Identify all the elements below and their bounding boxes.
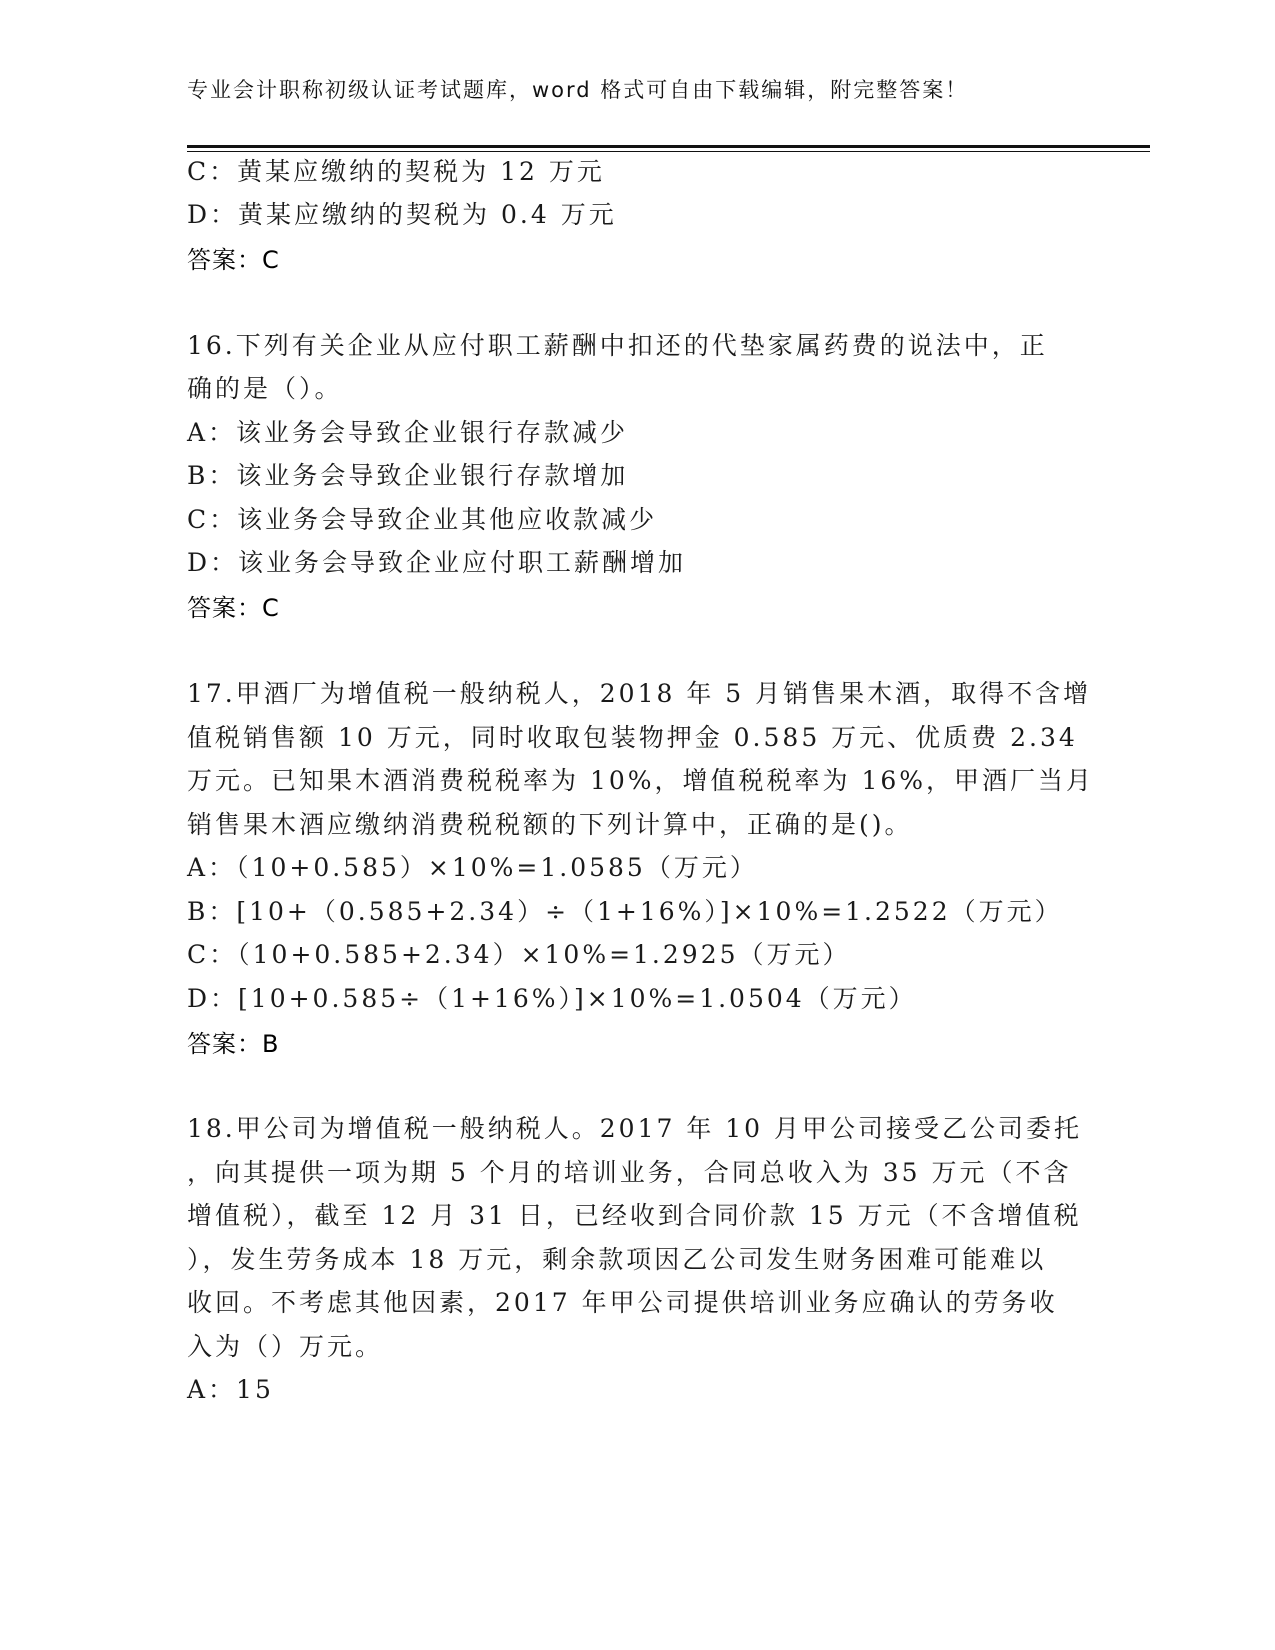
q17-stem-line-3: 万元。已知果木酒消费税税率为 10%，增值税税率为 16%，甲酒厂当月: [187, 766, 1095, 795]
q17-answer: 答案：B: [187, 1030, 280, 1058]
page-header: 专业会计职称初级认证考试题库，word 格式可自由下载编辑，附完整答案！: [187, 78, 969, 102]
q18-stem-line-1: 18.甲公司为增值税一般纳税人。2017 年 10 月甲公司接受乙公司委托: [187, 1114, 1083, 1143]
q15-answer: 答案：C: [187, 246, 280, 274]
header-divider: [187, 145, 1150, 148]
q16-option-c: C：该业务会导致企业其他应收款减少: [187, 505, 658, 534]
header-divider-thin: [187, 151, 1150, 152]
q18-stem-line-5: 收回。不考虑其他因素，2017 年甲公司提供培训业务应确认的劳务收: [187, 1288, 1058, 1317]
q17-option-b: B：[10+（0.585+2.34）÷（1+16%）]×10%=1.2522（万元）: [187, 897, 1063, 926]
q16-stem-line-2: 确的是（）。: [187, 374, 343, 403]
q17-stem-line-1: 17.甲酒厂为增值税一般纳税人，2018 年 5 月销售果木酒，取得不含增: [187, 679, 1092, 708]
q16-stem-line-1: 16.下列有关企业从应付职工薪酬中扣还的代垫家属药费的说法中，正: [187, 331, 1048, 360]
q17-stem-line-2: 值税销售额 10 万元，同时收取包装物押金 0.585 万元、优质费 2.34: [187, 723, 1078, 752]
q16-option-b: B：该业务会导致企业银行存款增加: [187, 461, 629, 490]
q15-option-c: C：黄某应缴纳的契税为 12 万元: [187, 157, 605, 186]
q18-option-a: A：15: [187, 1375, 274, 1404]
q18-stem-line-2: ，向其提供一项为期 5 个月的培训业务，合同总收入为 35 万元（不含: [187, 1158, 1072, 1187]
q16-option-d: D：该业务会导致企业应付职工薪酬增加: [187, 548, 687, 577]
q17-option-d: D：[10+0.585÷（1+16%）]×10%=1.0504（万元）: [187, 984, 917, 1013]
q18-stem-line-6: 入为（）万元。: [187, 1332, 384, 1361]
q16-answer: 答案：C: [187, 594, 280, 622]
q17-stem-line-4: 销售果木酒应缴纳消费税税额的下列计算中，正确的是()。: [187, 810, 913, 839]
q17-option-a: A：（10+0.585）×10%=1.0585（万元）: [187, 853, 758, 882]
q15-option-d: D：黄某应缴纳的契税为 0.4 万元: [187, 200, 617, 229]
q18-stem-line-3: 增值税），截至 12 月 31 日，已经收到合同价款 15 万元（不含增值税: [187, 1201, 1082, 1230]
q16-option-a: A：该业务会导致企业银行存款减少: [187, 418, 629, 447]
q17-option-c: C：（10+0.585+2.34）×10%=1.2925（万元）: [187, 940, 851, 969]
q18-stem-line-4: ），发生劳务成本 18 万元，剩余款项因乙公司发生财务困难可能难以: [187, 1245, 1047, 1274]
